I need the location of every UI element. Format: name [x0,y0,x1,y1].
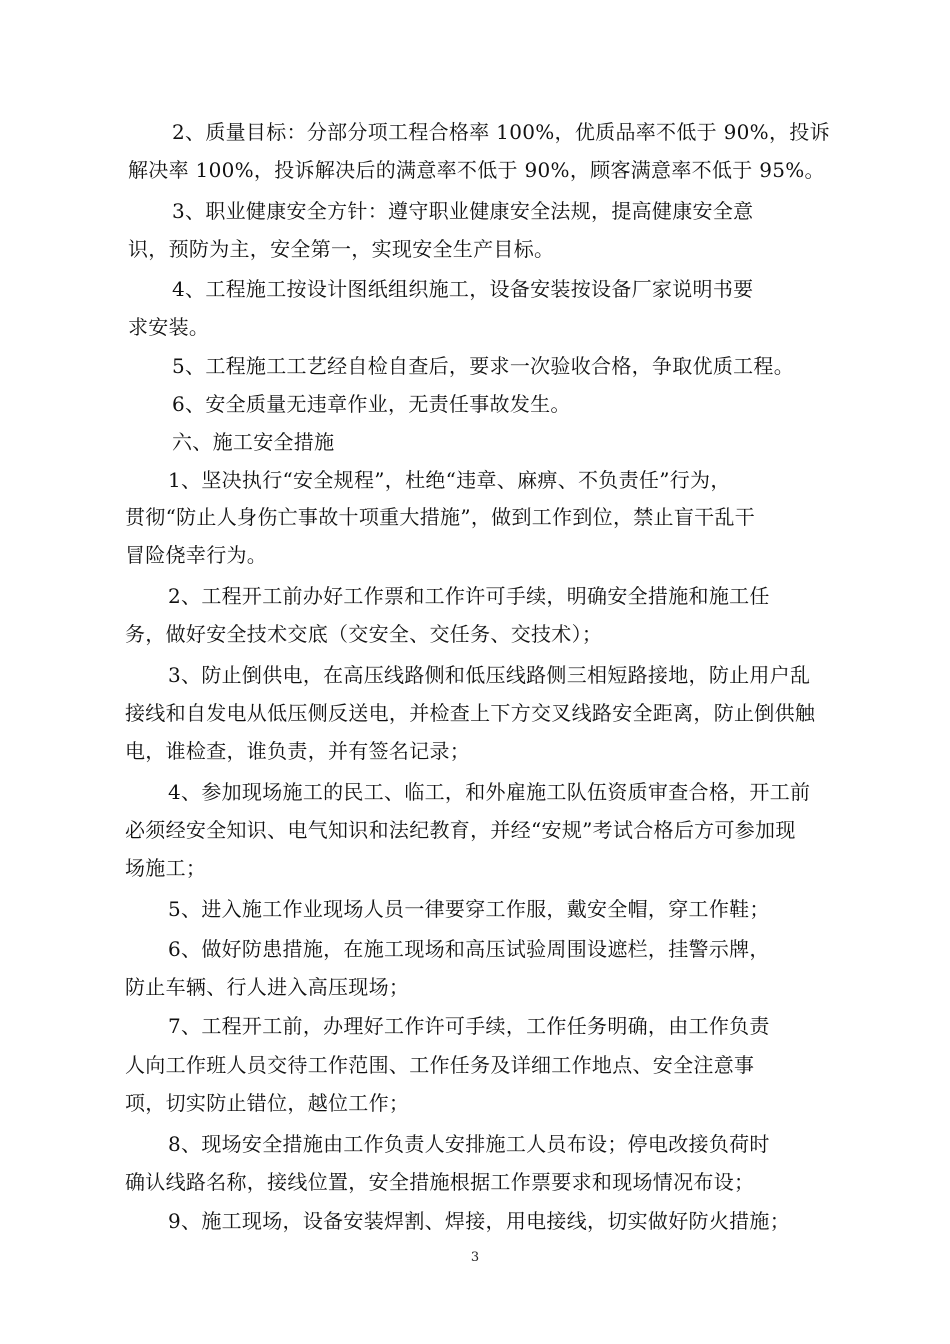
text-line: 7、工程开工前，办理好工作许可手续，工作任务明确，由工作负责 [168,1014,770,1038]
text-line: 防止车辆、行人进入高压现场； [125,975,410,999]
text-line: 电，谁检查，谁负责，并有签名记录； [125,739,471,763]
page-number: 3 [470,1250,480,1265]
text-line: 务，做好安全技术交底（交安全、交任务、交技术）； [125,622,603,646]
text-line: 4、参加现场施工的民工、临工，和外雇施工队伍资质审查合格，开工前 [168,780,811,804]
text-line: 冒险侥幸行为。 [125,543,268,567]
text-line: 人向工作班人员交待工作范围、工作任务及详细工作地点、安全注意事 [125,1053,755,1077]
text-line: 求安装。 [128,315,210,339]
text-line: 4、工程施工按设计图纸组织施工，设备安装按设备厂家说明书要 [172,277,754,301]
text-line: 1、坚决执行“安全规程”，杜绝“违章、麻痹、不负责任”行为， [168,468,731,492]
text-line: 必须经安全知识、电气知识和法纪教育，并经“安规”考试合格后方可参加现 [125,818,796,842]
text-line: 2、质量目标：分部分项工程合格率 100%，优质品率不低于 90%，投诉 [172,120,830,144]
text-line: 6、做好防患措施，在施工现场和高压试验周围设遮栏，挂警示牌， [168,937,770,961]
text-line: 场施工； [125,856,207,880]
section-heading: 六、施工安全措施 [172,430,335,454]
text-line: 确认线路名称，接线位置，安全措施根据工作票要求和现场情况布设； [125,1170,755,1194]
text-line: 8、现场安全措施由工作负责人安排施工人员布设；停电改接负荷时 [168,1132,770,1156]
text-line: 识，预防为主，安全第一，实现安全生产目标。 [128,237,555,261]
text-line: 6、安全质量无违章作业，无责任事故发生。 [172,392,571,416]
text-line: 3、职业健康安全方针：遵守职业健康安全法规，提高健康安全意 [172,199,754,223]
text-line: 项，切实防止错位，越位工作； [125,1091,410,1115]
text-line: 贯彻“防止人身伤亡事故十项重大措施”，做到工作到位，禁止盲干乱干 [125,505,756,529]
text-line: 9、施工现场，设备安装焊割、焊接，用电接线，切实做好防火措施； [168,1209,791,1233]
text-line: 5、工程施工工艺经自检自查后，要求一次验收合格，争取优质工程。 [172,354,795,378]
text-line: 接线和自发电从低压侧反送电，并检查上下方交叉线路安全距离，防止倒供触 [125,701,816,725]
text-line: 5、进入施工作业现场人员一律要穿工作服，戴安全帽，穿工作鞋； [168,897,770,921]
text-line: 解决率 100%，投诉解决后的满意率不低于 90%，顾客满意率不低于 95%。 [128,158,825,182]
text-line: 3、防止倒供电，在高压线路侧和低压线路侧三相短路接地，防止用户乱 [168,663,811,687]
text-line: 2、工程开工前办好工作票和工作许可手续，明确安全措施和施工任 [168,584,770,608]
